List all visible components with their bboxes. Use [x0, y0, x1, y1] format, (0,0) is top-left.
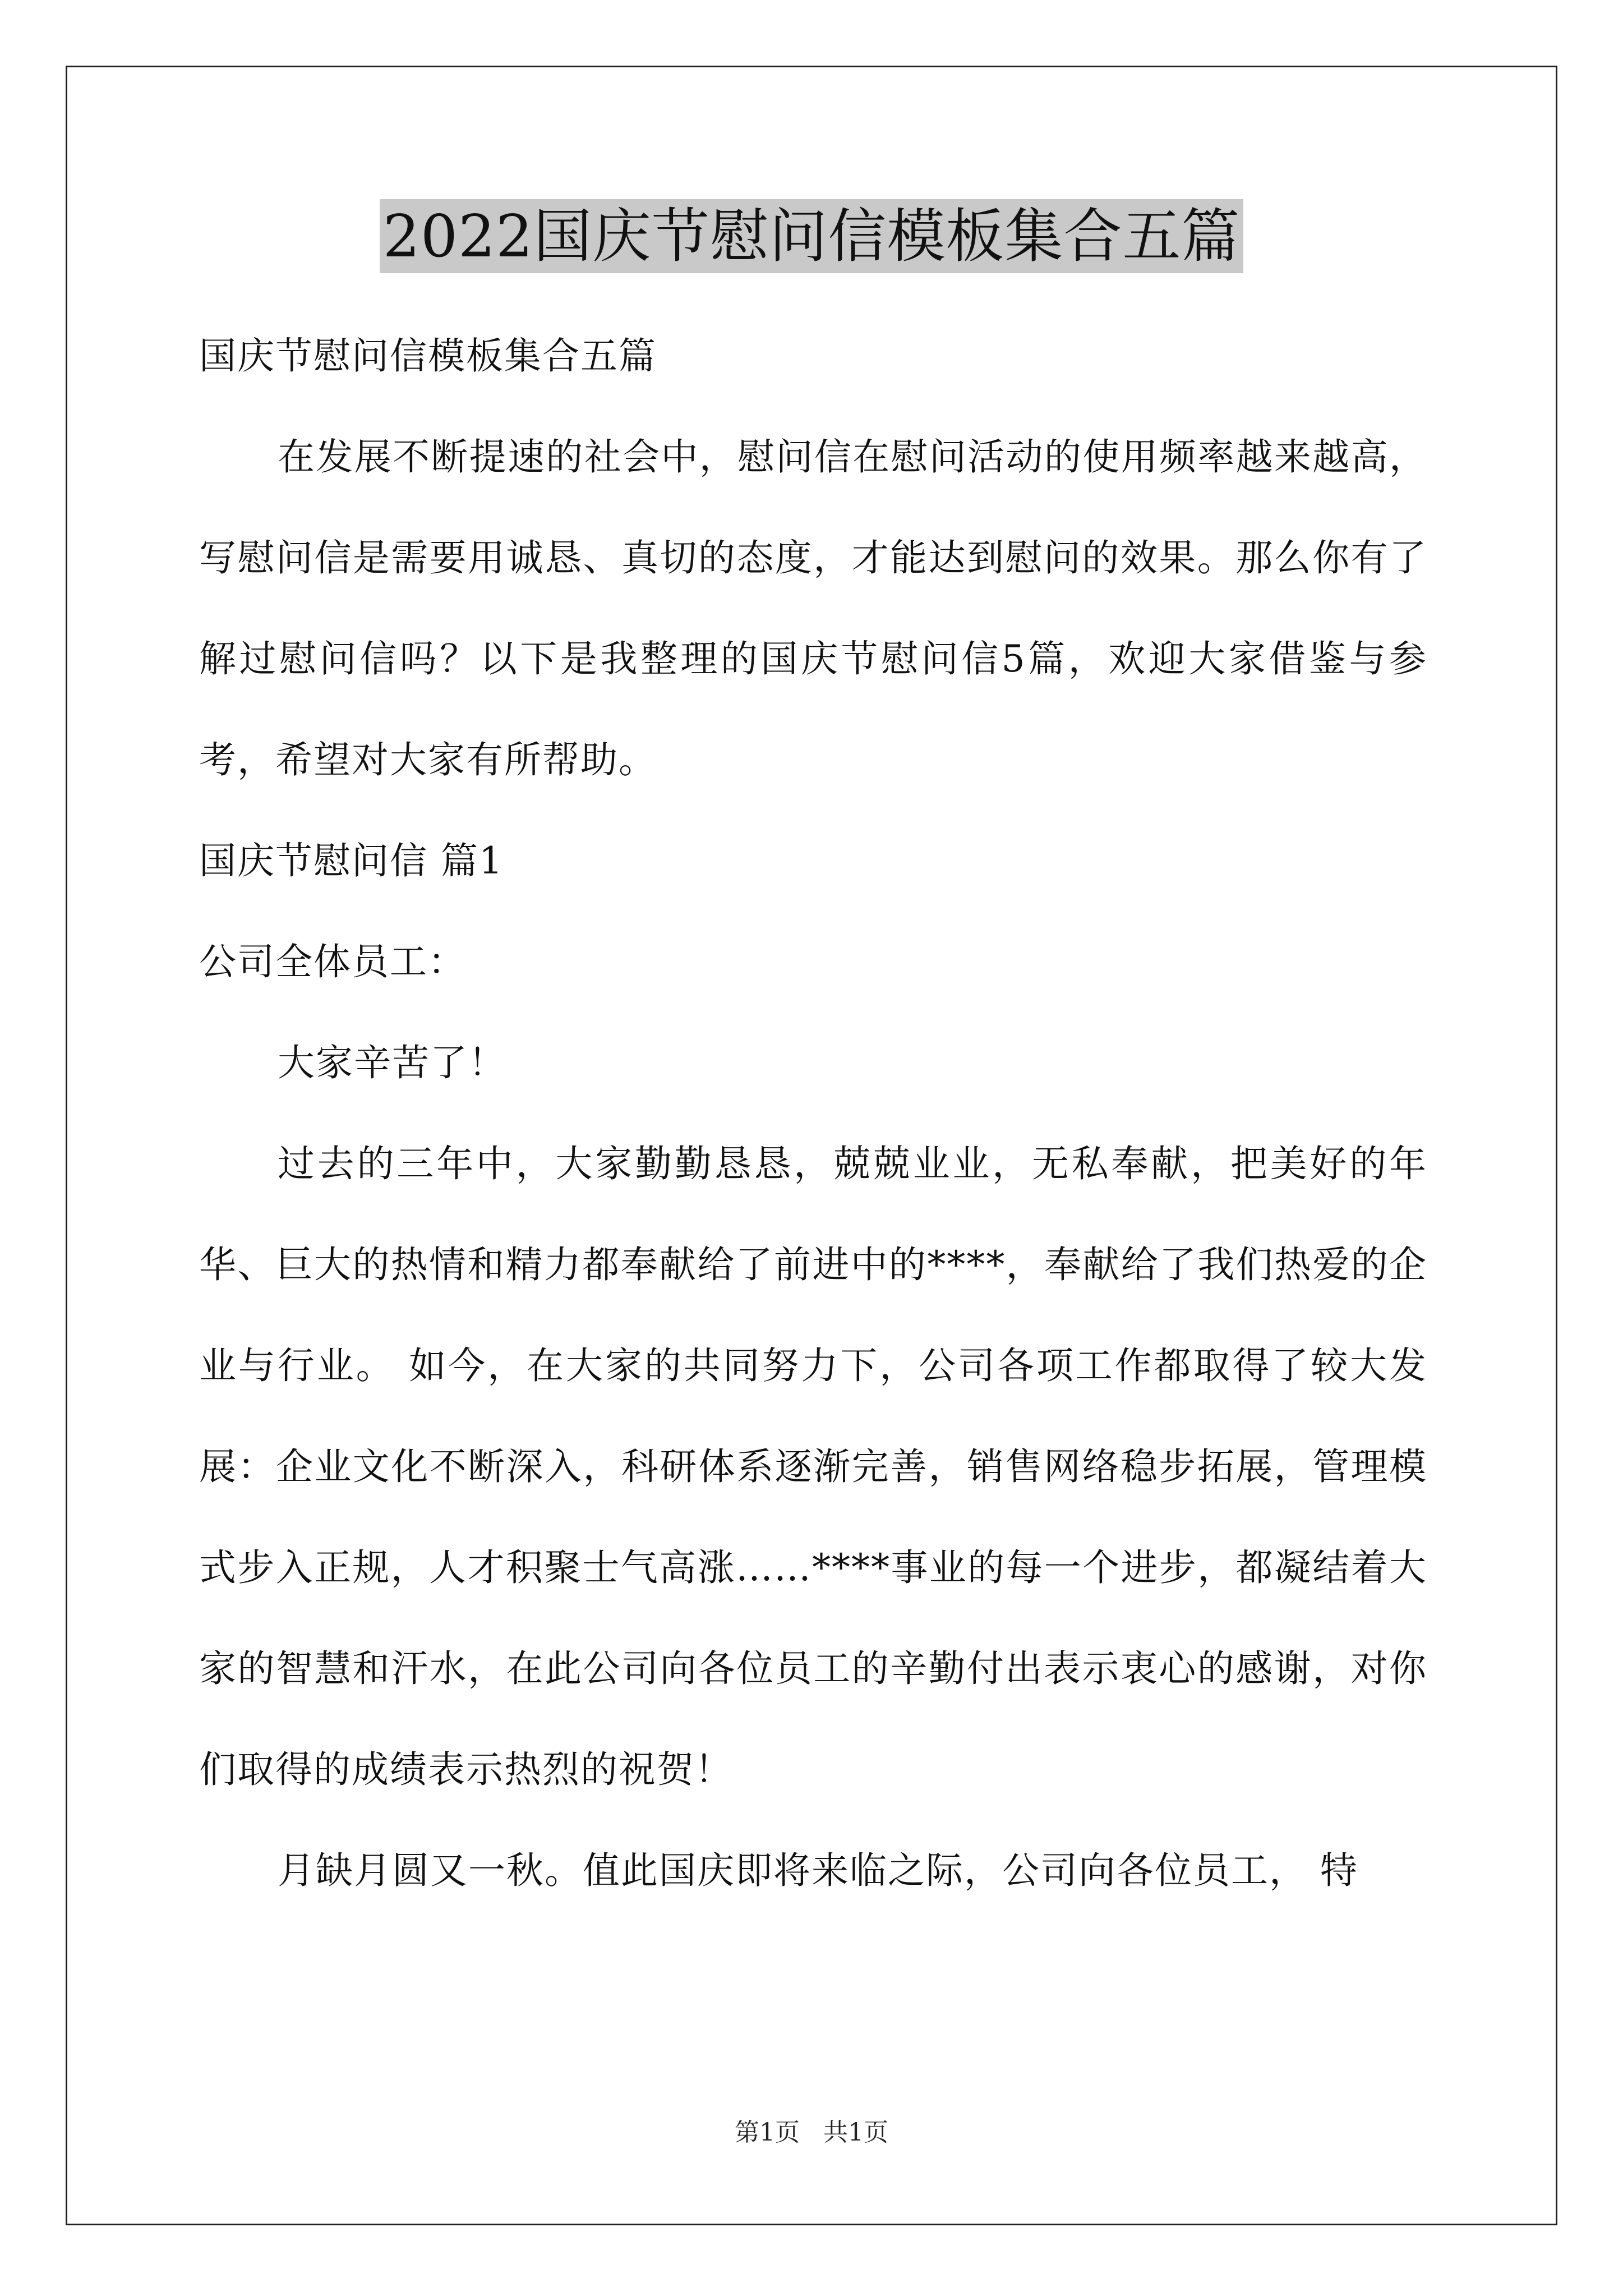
document-title: 2022国庆节慰问信模板集合五篇	[380, 199, 1244, 273]
title-container	[0, 199, 1623, 273]
page-number-total: 共1页	[823, 2118, 888, 2147]
page-footer	[0, 2112, 1623, 2148]
body-paragraph: 大家辛苦了！	[278, 1041, 506, 1084]
body-paragraph: 月缺月圆又一秋。值此国庆即将来临之际，公司向各位员工， 特	[278, 1849, 1358, 1892]
salutation: 公司全体员工：	[199, 940, 466, 983]
body-paragraph: 在发展不断提速的社会中，慰问信在慰问活动的使用频率越来越高，写慰问信是需要用诚恳、真切的态度，才能达到慰问的效果。那么你有了解过慰问信吗？以下是我整理的国庆节慰问信5篇，欢迎大家借鉴与参考，希望对大家有所帮助。	[199, 435, 1427, 781]
body-paragraph: 国庆节慰问信模板集合五篇	[199, 334, 657, 378]
body-paragraph: 过去的三年中，大家勤勤恳恳，兢兢业业，无私奉献，把美好的年华、巨大的热情和精力都奉献给了前进中的****，奉献给了我们热爱的企业与行业。 如今，在大家的共同努力下，公司各项工作都取得了较大发展：企业文化不断深入，科研体系逐渐完善，销售网络稳步拓展，管理模式步入正规，人才积聚士气高涨……****事业的每一个进步，都凝结着大家的智慧和汗水，在此公司向各位员工的辛勤付出表示衷心的感谢，对你们取得的成绩表示热烈的祝贺！	[199, 1142, 1427, 1791]
document-body	[199, 306, 1427, 1921]
page-number-current: 第1页	[735, 2118, 800, 2147]
section-heading: 国庆节慰问信 篇1	[199, 839, 504, 882]
